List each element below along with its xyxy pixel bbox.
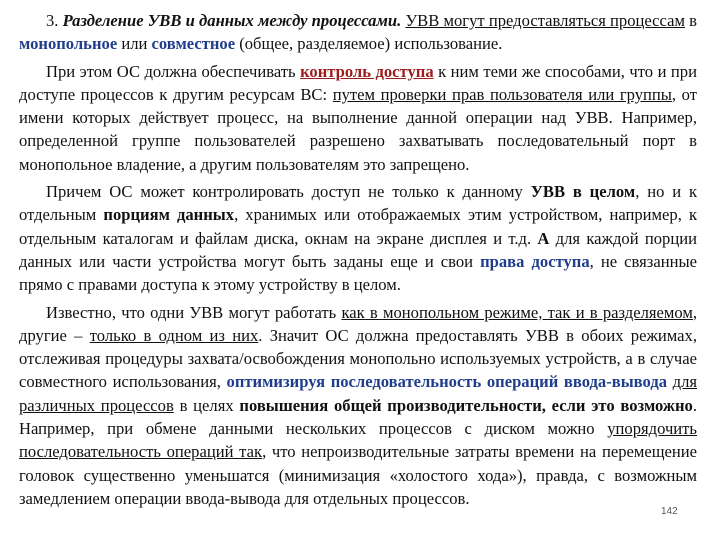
p3-term-data-portions: порциям данных	[103, 205, 235, 225]
p3-term-device-whole: УВВ в целом	[530, 182, 636, 202]
p1-text-i: (общее, разделяемое) использование.	[235, 34, 503, 54]
p3-text-c: , но и к отдельным	[19, 182, 698, 225]
p2-text-e: , от имени которых действует процесс, на выполнение данной операции над УВВ. Например, определенной группе пользователей разрешено захватывать последовательный порт в монопольное владение, а другим пользователям это запрещено.	[19, 84, 697, 174]
p4-underlined-modes: как в монопольном режиме, так и в разделяемом	[341, 302, 693, 322]
p4-text-c: , другие –	[19, 302, 698, 345]
p3-term-access-rights: права доступа	[480, 251, 590, 271]
p4-text-i: в целях	[173, 395, 240, 415]
p3-text-g: для каждой порции данных или части устройства могут быть заданы еще и свои	[19, 228, 697, 271]
p2-text-a: При этом ОС должна обеспечивать	[46, 61, 301, 81]
p4-text-a: Известно, что одни УВВ могут работать	[46, 302, 342, 322]
p4-term-optimizing: оптимизируя последовательность операций ввода-вывода	[226, 372, 668, 392]
page-number: 142	[661, 506, 678, 517]
paragraph-2	[19, 60, 697, 176]
p1-term-shared: совместное	[151, 34, 236, 54]
p4-text-m: , что непроизводительные затраты времени на перемещение головок существенно уменьшатся (минимизация «холостого хода»), правда, с возможным замедлением операции ввода-вывода для отдельных процессов.	[19, 442, 697, 508]
p2-underlined-phrase: путем проверки прав пользователя или группы	[332, 84, 672, 104]
p3-text-e: , хранимых или отображаемых этим устройством, например, к отдельным каталогам и файлам диска, окнам на экране дисплея и т.д.	[19, 205, 698, 248]
p1-underlined-phrase: УВВ могут предоставляться процессам	[405, 11, 685, 30]
p2-text-c: к ним теми же способами, что и при доступе процессов к другим ресурсам ВС:	[19, 61, 697, 104]
p1-text-e: в	[684, 11, 698, 30]
p4-underlined-processes: для различных процессов	[19, 372, 697, 415]
p4-term-performance: повышения общей производительности, если это возможно	[239, 395, 693, 415]
p4-text-e: . Значит ОС должна предоставлять УВВ в обоих режимах, отслеживая процедуры захвата/освобождения монопольно используемых устройств, а в случае совместного использования,	[19, 325, 697, 392]
p1-text-a: 3.	[46, 11, 63, 30]
body-text	[19, 9, 697, 514]
p1-text-g: или	[117, 34, 152, 54]
p2-term-access-control: контроль доступа	[300, 61, 434, 81]
paragraph-1	[19, 9, 697, 56]
paragraph-3	[19, 180, 697, 296]
p1-heading: Разделение УВВ и данных между процессами.	[62, 11, 402, 30]
p3-bold-a: А	[537, 228, 550, 248]
p4-underlined-ordering: упорядочить последовательность операций так	[19, 419, 697, 462]
paragraph-4	[19, 301, 697, 511]
p3-text-i: , не связанные прямо с правами доступа к этому устройству в целом.	[19, 251, 697, 295]
p4-underlined-one-mode: только в одном из них	[89, 325, 259, 345]
p1-term-exclusive: монопольное	[19, 34, 118, 54]
p4-text-k: . Например, при обмене данными нескольких процессов с диском можно	[19, 395, 697, 439]
p3-text-a: Причем ОС может контролировать доступ не только к данному	[46, 182, 531, 202]
